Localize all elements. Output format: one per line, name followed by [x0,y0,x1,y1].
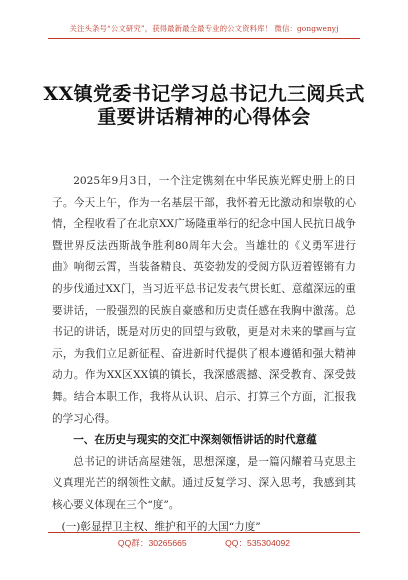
title-line-1: XX镇党委书记学习总书记九三阅兵式 [43,83,365,105]
footer-divider [48,532,360,533]
document-body [52,171,356,538]
footer-contact [0,537,408,549]
section-paragraph: 总书记的讲话高屋建瓴，思想深邃，是一篇闪耀着马克思主义真理光芒的纲领性文献。通过反复学习、深入思考，我感到其核心要义体现在三个“度”。 [52,455,356,511]
intro-paragraph: 2025年9月3日，一个注定镌刻在中华民族光辉史册上的日子。今天上午，作为一名基层干部，我怀着无比激动和崇敬的心情，全程收看了在北京XX广场隆重举行的纪念中国人民抗日战争暨世界反法西斯战争胜利80周年大会。当雄壮的《义勇军进行曲》响彻云霄，当装备精良、英姿勃发的受阅方队迈着铿锵有力的步伐通过XX门，当习近平总书记发表气贯长虹、意蕴深远的重要讲话，一股强烈的民族自豪感和历史责任感在我胸中激荡。总书记的讲话，既是对历史的回望与致敬，更是对未来的擘画与宣示，为我们立足新征程、奋进新时代提供了根本遵循和强大精神动力。作为XX区XX镇的镇长，我深感震撼、深受教育、深受鼓舞。结合本职工作，我将从认识、启示、打算三个方面，汇报我的学习心得。 [52,175,356,425]
footer-qq-group: QQ群：30265665 [117,538,187,548]
header-divider [48,38,360,39]
title-line-2: 重要讲话精神的心得体会 [97,106,311,128]
header-notice: 关注头条号“公文研究”，获得最新最全最专业的公文资料库！ 微信：gongwenyj [69,24,339,33]
section-heading: 一、在历史与现实的交汇中深刻领悟讲话的时代意蕴 [73,434,317,447]
subheading: (一)彰显捍卫主权、维护和平的大国“力度” [61,520,261,533]
document-title [40,83,368,129]
footer-qq: QQ：535304092 [225,538,291,548]
